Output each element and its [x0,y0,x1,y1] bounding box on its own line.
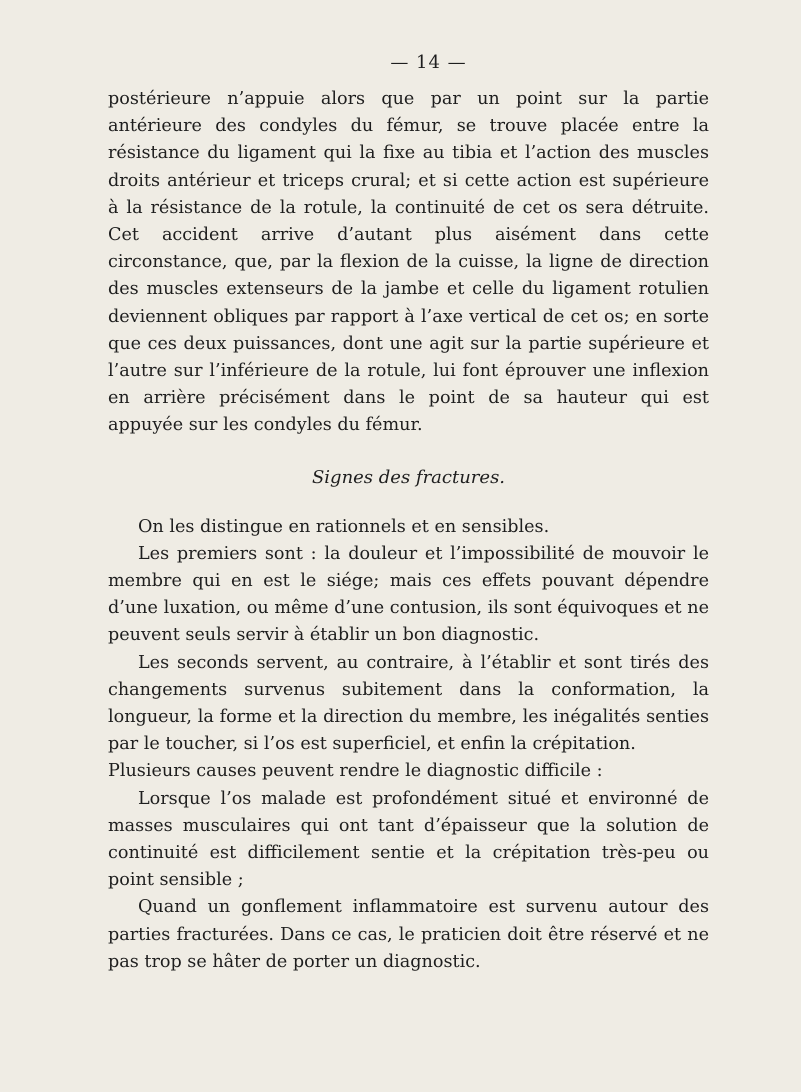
paragraph-deep-bone: Lorsque l’os malade est profondément situé et environné de masses musculaires qui ont tant d’épaisseur que la solution de continuité est difficilement sentie et la crépitation très-peu ou point sensible ; [108,788,709,891]
page-number: — 14 — [390,52,467,73]
paragraph-continuation: postérieure n’appuie alors que par un point sur la partie antérieure des condyles du fémur, se trouve placée entre la résistance du ligament qui la fixe au tibia et l’action des muscles droits antérieur et triceps crural; et si cette action est supérieure à la résistance de la rotule, la continuité de cet os sera détruite. Cet accident arrive d’autant plus aisément dans cette circonstance, que, par la flexion de la cuisse, la ligne de direction des muscles extenseurs de la jambe et celle du ligament rotulien deviennent obliques par rapport à l’axe vertical de cet os; en sorte que ces deux puissances, dont une agit sur la partie supérieure et l’autre sur l’inférieure de la rotule, lui font éprouver une inflexion en arrière précisément dans le point de sa hauteur qui est appuyée sur les condyles du fémur. [108,89,709,436]
paragraph-inflammatory-swelling: Quand un gonflement inflammatoire est survenu autour des parties fracturées. Dans ce cas, le praticien doit être réservé et ne pas trop se hâter de porter un diagnostic. [108,897,709,972]
section-body [108,514,709,976]
paragraph-difficult-diagnosis: Plusieurs causes peuvent rendre le diagnostic difficile : [108,761,603,782]
paragraph-sensible-signs: Les seconds servent, au contraire, à l’établir et sont tirés des changements survenus subitement dans la conformation, la longueur, la forme et la direction du membre, les inégalités senties par le toucher, si l’os est superficiel, et enfin la crépitation. [108,652,709,755]
paragraph-distinction: On les distingue en rationnels et en sensibles. [138,516,550,537]
paragraph-rational-signs: Les premiers sont : la douleur et l’impossibilité de mouvoir le membre qui en est le siége; mais ces effets pouvant dépendre d’une luxation, ou même d’une contusion, ils sont équivoques et ne peuvent seuls servir à établir un bon diagnostic. [108,543,709,646]
section-heading: Signes des fractures. [311,466,506,488]
